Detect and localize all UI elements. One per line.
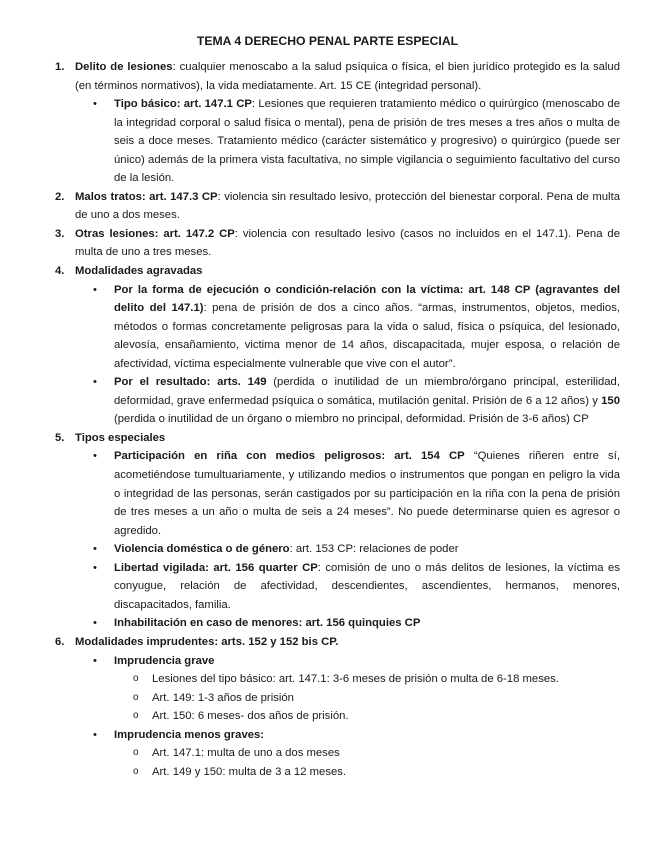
- numbered-list-item: [55, 633, 620, 652]
- sub-bullet-list-item: [133, 744, 620, 763]
- numbered-list-item: [55, 188, 620, 225]
- numbered-list-item: [55, 262, 620, 281]
- bold-text: Por la forma de ejecución o condición-relación con la víctima: art. 148 CP (agravantes del delito del 147.1): [114, 283, 620, 315]
- numbered-list-item: [55, 58, 620, 95]
- body-text: : pena de prisión de dos a cinco años. “armas, instrumentos, objetos, medios, métodos o formas concretamente peligrosas para la vida o salud, física o psíquica, del lesionado, alevosía, ensañamiento, victima menor de 14 años, discapacitada, mujer esposa, o relación de afectividad, víctima especialmente vulnerable que vive con el autor”.: [114, 302, 620, 370]
- bullet-marker: •: [93, 728, 97, 741]
- bullet-list-item: [93, 447, 620, 540]
- bullet-marker: •: [93, 617, 97, 630]
- list-number: 4.: [55, 265, 65, 278]
- bold-text: Violencia doméstica o de género: [114, 543, 290, 556]
- body-text: : art. 153 CP: relaciones de poder: [289, 543, 459, 556]
- bold-text: Imprudencia grave: [114, 654, 215, 667]
- bullet-marker: •: [93, 98, 97, 111]
- bullet-marker: o: [133, 765, 139, 777]
- bold-text: 150: [601, 394, 620, 407]
- bold-text: Delito de lesiones: [75, 61, 173, 73]
- bullet-marker: •: [93, 283, 97, 296]
- bold-text: Por el resultado: arts. 149: [114, 376, 267, 389]
- bullet-marker: o: [133, 673, 139, 685]
- body-text: : violencia con resultado lesivo (casos no incluidos en el 147.1). Pena de multa de uno a tres meses.: [75, 227, 620, 259]
- bullet-marker: •: [93, 654, 97, 667]
- bullet-list-item: [93, 559, 620, 615]
- bullet-list-item: [93, 614, 620, 633]
- bullet-marker: o: [133, 710, 139, 722]
- list-number: 3.: [55, 227, 65, 240]
- bold-text: Tipos especiales: [75, 431, 166, 444]
- bold-text: Libertad vigilada: art. 156 quarter CP: [114, 561, 318, 574]
- bullet-list-item: [93, 281, 620, 374]
- bold-text: Inhabilitación en caso de menores: art. 156 quinquies CP: [114, 617, 421, 630]
- bullet-list-item: [93, 373, 620, 429]
- bullet-list-item: [93, 95, 620, 188]
- bold-text: Modalidades agravadas: [75, 265, 203, 278]
- bullet-list-item: [93, 726, 620, 745]
- document-body: [0, 58, 655, 781]
- bullet-list-item: [93, 652, 620, 671]
- numbered-list-item: [55, 225, 620, 262]
- body-text: “Quienes riñeren entre sí, acometiéndose tumultuariamente, y utilizando medios o instrumentos que pongan en peligro la vida o integridad de las personas, serán castigados por su participación en la riña con la pena de prisión de tres meses a un año o multa de seis a 24 meses”. No puede determinarse quien es agresor o agredido.: [114, 450, 620, 537]
- numbered-list-item: [55, 429, 620, 448]
- body-text: Art. 147.1: multa de uno a dos meses: [152, 747, 340, 760]
- body-text: Art. 149 y 150: multa de 3 a 12 meses.: [152, 765, 347, 778]
- body-text: : violencia sin resultado lesivo, protección del bienestar corporal. Pena de multa de uno a dos meses.: [75, 190, 620, 222]
- bullet-marker: •: [93, 543, 97, 556]
- bold-text: Otras lesiones: art. 147.2 CP: [75, 227, 235, 240]
- bold-text: Modalidades imprudentes: arts. 152 y 152 bis CP.: [75, 635, 339, 648]
- sub-bullet-list-item: [133, 689, 620, 708]
- bullet-marker: •: [93, 561, 97, 574]
- body-text: : Lesiones que requieren tratamiento médico o quirúrgico (menoscabo de la integridad corporal o salud física o mental), pena de prisión de tres meses a tres años o multa de seis a doce meses. Tratamiento médico (carácter sistemático y progresivo) o quirúrgico (puede ser único) además de la primera vista facultativa, no simple vigilancia o seguimiento facultativo del curso de la lesión.: [114, 98, 620, 185]
- list-number: 1.: [55, 61, 65, 73]
- bullet-marker: •: [93, 450, 97, 463]
- list-number: 6.: [55, 635, 65, 648]
- body-text: Lesiones del tipo básico: art. 147.1: 3-6 meses de prisión o multa de 6-18 meses.: [152, 673, 559, 686]
- bullet-list-item: [93, 540, 620, 559]
- bullet-marker: o: [133, 747, 139, 759]
- body-text: : comisión de uno o más delitos de lesiones, la víctima es conyugue, relación de afectividad, descendientes, ascendientes, hermanos, menores, discapacitados, familia.: [114, 561, 620, 611]
- bold-text: Tipo básico: art. 147.1 CP: [114, 98, 252, 111]
- bullet-marker: o: [133, 691, 139, 703]
- bold-text: Imprudencia menos graves:: [114, 728, 265, 741]
- sub-bullet-list-item: [133, 763, 620, 782]
- list-number: 5.: [55, 431, 65, 444]
- body-text: : cualquier menoscabo a la salud psíquica o física, el bien jurídico protegido es la salud (en términos normativos), la vida mediatamente. Art. 15 CE (integridad personal).: [75, 61, 620, 92]
- body-text: Art. 149: 1-3 años de prisión: [152, 691, 294, 704]
- sub-bullet-list-item: [133, 707, 620, 726]
- document-title: TEMA 4 DERECHO PENAL PARTE ESPECIAL: [196, 34, 459, 48]
- list-number: 2.: [55, 190, 65, 203]
- sub-bullet-list-item: [133, 670, 620, 689]
- body-text: (perdida o inutilidad de un miembro/órgano principal, esterilidad, deformidad, grave enfermedad psíquica o somática, mutilación genital. Prisión de 6 a 12 años) y: [114, 376, 620, 407]
- bullet-marker: •: [93, 376, 97, 389]
- bold-text: Malos tratos: art. 147.3 CP: [75, 190, 218, 203]
- body-text: (perdida o inutilidad de un órgano o miembro no principal, deformidad. Prisión de 3-6 años) CP: [114, 413, 589, 426]
- body-text: Art. 150: 6 meses- dos años de prisión.: [152, 710, 349, 723]
- bold-text: Participación en riña con medios peligrosos: art. 154 CP: [114, 450, 465, 463]
